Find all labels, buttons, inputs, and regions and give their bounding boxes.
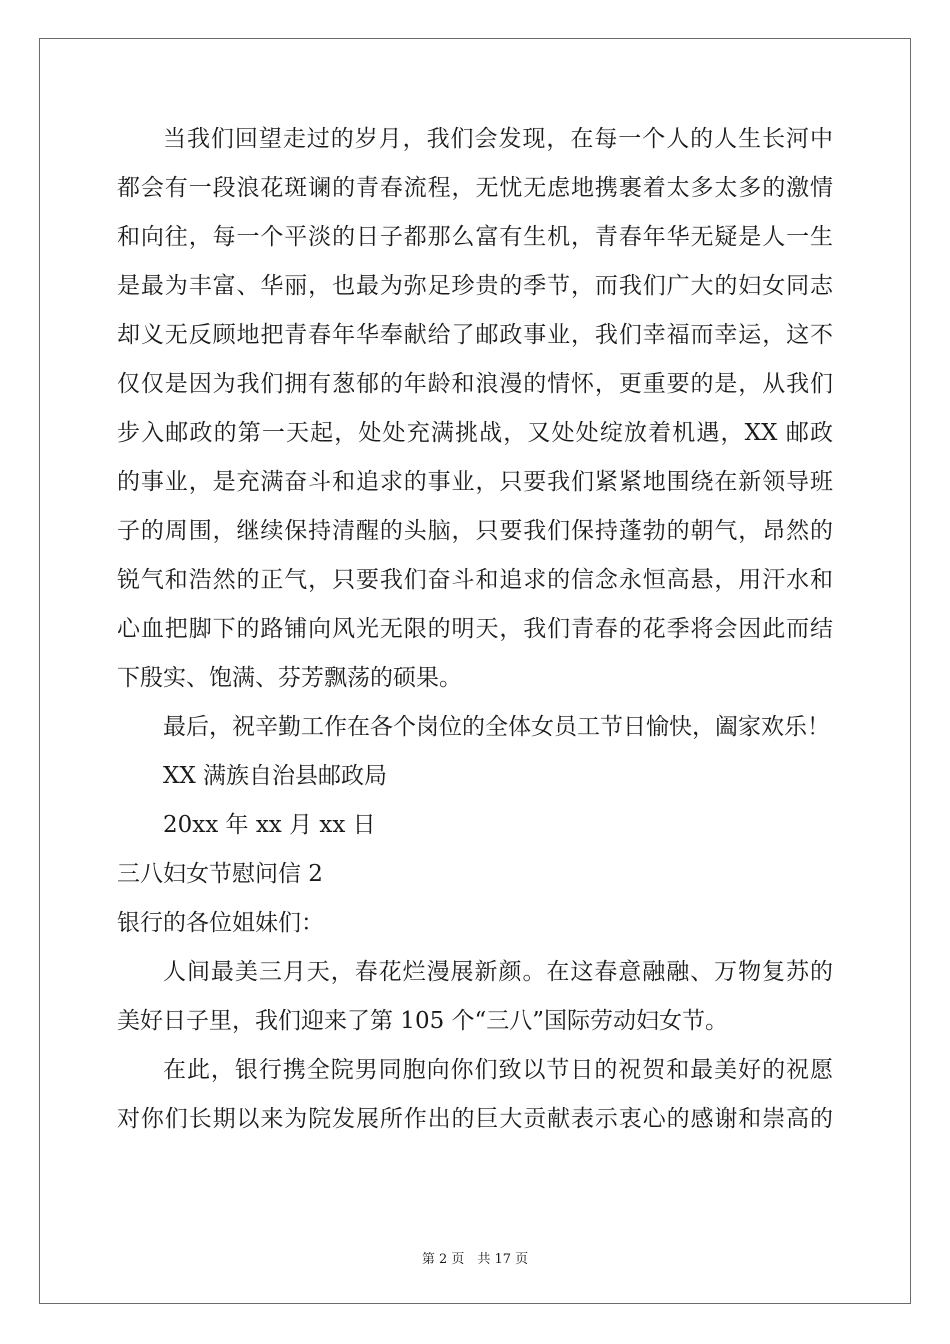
text-line: 银行的各位姐妹们： <box>117 910 324 936</box>
document-body <box>117 128 833 1131</box>
text-line: XX 满族自治县邮政局 <box>163 763 388 789</box>
text-line: 三八妇女节慰问信 2 <box>117 861 323 887</box>
line-gap <box>117 151 833 177</box>
line-gap <box>117 984 833 1010</box>
text-line: 下殷实、饱满、芬芳飘荡的硕果。 <box>117 665 462 691</box>
line-gap <box>117 494 833 520</box>
text-line: 心血把脚下的路铺向风光无限的明天，我们青春的花季将会因此而结 <box>117 616 833 642</box>
line-gap <box>117 396 833 422</box>
line-gap <box>117 1082 833 1108</box>
line-gap <box>117 837 833 863</box>
page-footer: 第 2 页 共 17 页 <box>421 1252 529 1267</box>
text-line: 最后，祝辛勤工作在各个岗位的全体女员工节日愉快，阖家欢乐！ <box>163 714 830 740</box>
line-gap <box>117 935 833 961</box>
text-line: 人间最美三月天，春花烂漫展新颜。在这春意融融、万物复苏的 <box>163 959 833 985</box>
line-gap <box>117 200 833 226</box>
text-line: 在此，银行携全院男同胞向你们致以节日的祝贺和最美好的祝愿 <box>163 1057 833 1083</box>
text-line: 和向往，每一个平淡的日子都那么富有生机，青春年华无疑是人一生 <box>117 224 833 250</box>
text-line: 20xx 年 xx 月 xx 日 <box>163 812 376 838</box>
text-line: 锐气和浩然的正气，只要我们奋斗和追求的信念永恒高悬，用汗水和 <box>117 567 833 593</box>
line-gap <box>117 739 833 765</box>
line-gap <box>117 249 833 275</box>
line-gap <box>117 641 833 667</box>
text-line: 子的周围，继续保持清醒的头脑，只要我们保持蓬勃的朝气，昂然的 <box>117 518 833 544</box>
line-gap <box>117 788 833 814</box>
text-line: 当我们回望走过的岁月，我们会发现，在每一个人的人生长河中 <box>163 126 833 152</box>
text-line: 却义无反顾地把青春年华奉献给了邮政事业，我们幸福而幸运，这不 <box>117 322 833 348</box>
line-gap <box>117 690 833 716</box>
line-gap <box>117 592 833 618</box>
line-gap <box>117 445 833 471</box>
text-line: 步入邮政的第一天起，处处充满挑战，又处处绽放着机遇，XX 邮政 <box>117 420 833 446</box>
line-gap <box>117 298 833 324</box>
text-line: 美好日子里，我们迎来了第 105 个“三八”国际劳动妇女节。 <box>117 1008 729 1034</box>
text-line: 都会有一段浪花斑谰的青春流程，无忧无虑地携裹着太多太多的激情 <box>117 175 833 201</box>
line-gap <box>117 347 833 373</box>
line-gap <box>117 1033 833 1059</box>
line-gap <box>117 886 833 912</box>
text-line: 仅仅是因为我们拥有葱郁的年龄和浪漫的情怀，更重要的是，从我们 <box>117 371 833 397</box>
text-line: 是最为丰富、华丽，也最为弥足珍贵的季节，而我们广大的妇女同志 <box>117 273 833 299</box>
line-gap <box>117 543 833 569</box>
text-line: 的事业，是充满奋斗和追求的事业，只要我们紧紧地围绕在新领导班 <box>117 469 833 495</box>
text-line: 对你们长期以来为院发展所作出的巨大贡献表示衷心的感谢和崇高的 <box>117 1106 833 1132</box>
